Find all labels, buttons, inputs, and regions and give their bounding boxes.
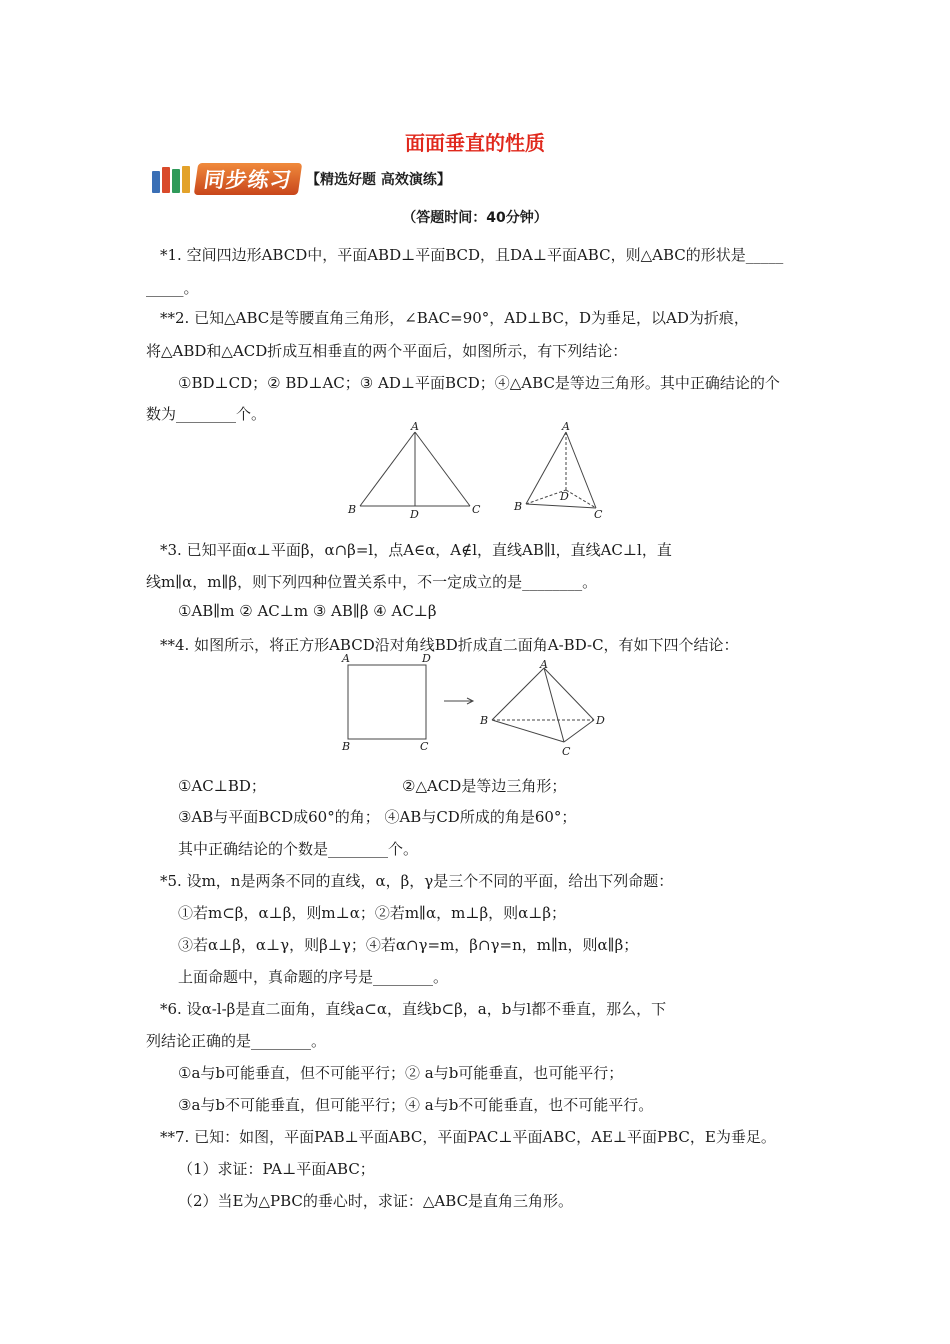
- label-D: D: [560, 490, 569, 503]
- label-C: C: [594, 508, 603, 521]
- books-icon: [152, 165, 192, 193]
- q2-line2: 将△ABD和△ACD折成互相垂直的两个平面后，如图所示，有下列结论：: [146, 342, 628, 360]
- q2-line1: **2. 已知△ABC是等腰直角三角形，∠BAC=90°，AD⊥BC，D为垂足，以AD为折痕，: [160, 309, 749, 327]
- label-C: C: [420, 740, 429, 753]
- q5-line2: ①若m⊂β，α⊥β，则m⊥α；②若m∥α，m⊥β，则α⊥β；: [178, 904, 567, 922]
- q2-line3: ①BD⊥CD；② BD⊥AC；③ AD⊥平面BCD；④△ABC是等边三角形。其中正确结论的个: [178, 374, 780, 392]
- q3-line1: *3. 已知平面α⊥平面β，α∩β=l，点A∈α，A∉l，直线AB∥l，直线AC⊥l，直: [160, 541, 672, 559]
- q1-line1: *1. 空间四边形ABCD中，平面ABD⊥平面BCD，且DA⊥平面ABC，则△ABC的形状是_____: [160, 246, 784, 264]
- q4-line1: **4. 如图所示，将正方形ABCD沿对角线BD折成直二面角A-BD-C，有如下四个结论：: [160, 636, 739, 654]
- page-title: 面面垂直的性质: [405, 131, 545, 155]
- q4-line3: ③AB与平面BCD成60°的角； ④AB与CD所成的角是60°；: [178, 808, 577, 826]
- label-A: A: [342, 652, 350, 665]
- label-B: B: [514, 500, 523, 513]
- label-D: D: [410, 508, 419, 521]
- q5-line4: 上面命题中，真命题的序号是________。: [178, 968, 449, 986]
- q7-line3: （2）当E为△PBC的垂心时，求证：△ABC是直角三角形。: [178, 1192, 574, 1210]
- figure-q4-square: [338, 650, 438, 755]
- label-D: D: [422, 652, 431, 665]
- q7-line2: （1）求证：PA⊥平面ABC；: [178, 1160, 375, 1178]
- label-B: B: [480, 714, 489, 727]
- figure-q2-flat-triangle: [340, 418, 490, 523]
- label-A: A: [562, 420, 570, 433]
- q2-line4: 数为________个。: [146, 405, 267, 423]
- label-C: C: [562, 745, 571, 758]
- q6-line3: ①a与b可能垂直，但不可能平行；② a与b可能垂直，也可能平行；: [178, 1064, 624, 1082]
- q4-option2: ②△ACD是等边三角形；: [402, 777, 567, 795]
- banner-label: 同步练习: [194, 163, 302, 195]
- label-A: A: [411, 420, 419, 433]
- time-note: （答题时间：40分钟）: [402, 210, 548, 226]
- q4-line4: 其中正确结论的个数是________个。: [178, 840, 419, 858]
- q6-line2: 列结论正确的是________。: [146, 1032, 327, 1050]
- arrow-icon: [442, 695, 476, 707]
- label-B: B: [342, 740, 351, 753]
- q6-line4: ③a与b不可能垂直，但可能平行；④ a与b不可能垂直，也不可能平行。: [178, 1096, 654, 1114]
- q3-line3: ①AB∥m ② AC⊥m ③ AB∥β ④ AC⊥β: [178, 602, 437, 620]
- q6-line1: *6. 设α-l-β是直二面角，直线a⊂α，直线b⊂β，a，b与l都不垂直，那么，下: [160, 1000, 667, 1018]
- figure-q4-folded-pyramid: [478, 656, 618, 761]
- q5-line3: ③若α⊥β，α⊥γ，则β⊥γ；④若α∩γ=m，β∩γ=n，m∥n，则α∥β；: [178, 936, 639, 954]
- banner-subtitle: 【精选好题 高效演练】: [306, 172, 451, 188]
- label-A: A: [540, 658, 548, 671]
- figure-q2-folded-tetrahedron: [508, 418, 618, 523]
- q5-line1: *5. 设m，n是两条不同的直线，α，β，γ是三个不同的平面，给出下列命题：: [160, 872, 674, 890]
- q3-line2: 线m∥α，m∥β，则下列四种位置关系中，不一定成立的是________。: [146, 573, 598, 591]
- label-C: C: [472, 503, 481, 516]
- section-banner: [152, 163, 451, 195]
- label-B: B: [348, 503, 357, 516]
- q7-line1: **7. 已知：如图，平面PAB⊥平面ABC，平面PAC⊥平面ABC，AE⊥平面PBC，E为垂足。: [160, 1128, 776, 1146]
- q1-line2: _____。: [146, 279, 199, 297]
- q4-option1: ①AC⊥BD；: [178, 777, 266, 795]
- label-D: D: [596, 714, 605, 727]
